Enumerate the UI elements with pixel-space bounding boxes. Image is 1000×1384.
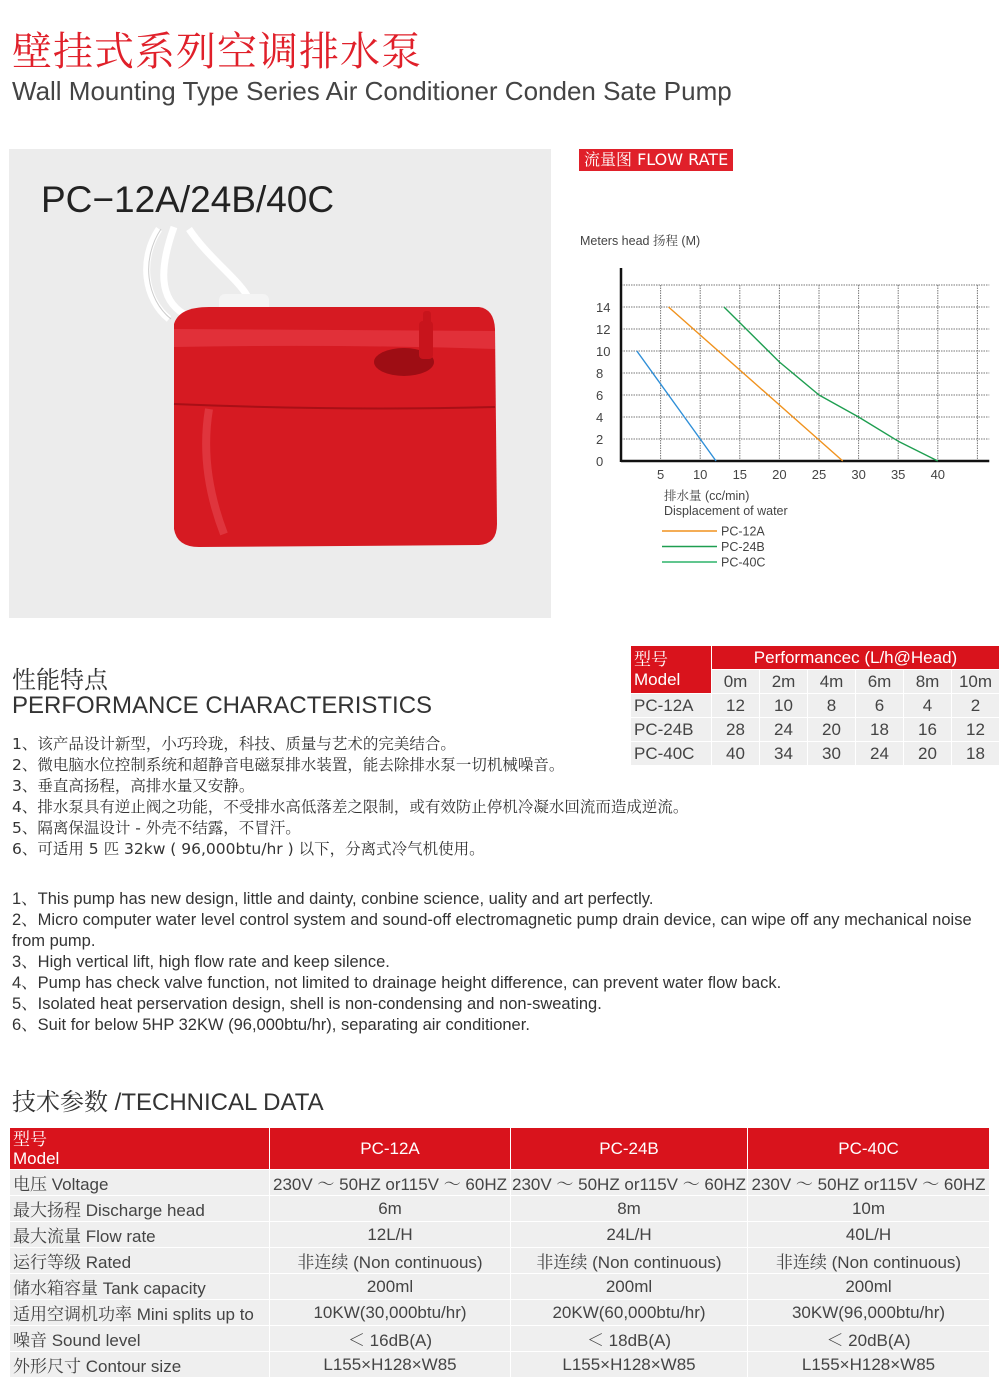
flow-rate-chart: [570, 230, 1000, 580]
y-tick-label: 2: [596, 432, 604, 447]
characteristic-item-en: 1、This pump has new design, little and dainty, conbine science, uality and art perfectly.: [12, 890, 654, 908]
x-axis-label-cn: 排水量 (cc/min): [664, 489, 750, 503]
head-column: 4m: [808, 670, 856, 694]
head-column: 6m: [856, 670, 904, 694]
y-tick-label: 8: [596, 366, 604, 381]
spec-value: 12L/H: [270, 1222, 511, 1248]
model-column-header: PC-40C: [748, 1128, 990, 1170]
flow-value-cell: 6: [856, 694, 904, 718]
table-row: [10, 1300, 990, 1326]
x-tick-label: 15: [732, 467, 748, 482]
head-column: 0m: [712, 670, 760, 694]
characteristics-list-cn: [12, 734, 688, 860]
flow-value-cell: 18: [952, 742, 1000, 766]
y-tick-label: 4: [596, 410, 604, 425]
x-axis-label-en: Displacement of water: [664, 504, 788, 518]
flow-value-cell: 2: [952, 694, 1000, 718]
spec-label: 噪音 Sound level: [10, 1326, 270, 1352]
spec-value: 230V ～ 50HZ or115V ～ 60HZ: [748, 1170, 990, 1196]
spec-value: 10m: [748, 1196, 990, 1222]
flow-rate-label: 流量图 FLOW RATE: [579, 149, 733, 171]
spec-label: 适用空调机功率 Mini splits up to: [10, 1300, 270, 1326]
y-axis-label: Meters head 扬程 (M): [580, 234, 701, 248]
spec-value: ＜ 20dB(A): [748, 1326, 990, 1352]
spec-value: 200ml: [511, 1274, 748, 1300]
model-header: [10, 1128, 270, 1170]
spec-value: 30KW(96,000btu/hr): [748, 1300, 990, 1326]
technical-data-title: 技术参数 /TECHNICAL DATA: [12, 1089, 324, 1116]
characteristic-item-en: 3、High vertical lift, high flow rate and keep silence.: [12, 953, 390, 971]
flow-value-cell: 4: [904, 694, 952, 718]
spec-value: 6m: [270, 1196, 511, 1222]
product-model-text: PC−12A/24B/40C: [41, 179, 335, 220]
x-tick-label: 5: [656, 467, 665, 482]
head-column: 2m: [760, 670, 808, 694]
table-row: [10, 1196, 990, 1222]
table-row: [10, 1352, 990, 1378]
title-chinese: 壁挂式系列空调排水泵: [12, 29, 422, 75]
table-row: [10, 1222, 990, 1248]
characteristics-title-cn: 性能特点: [12, 666, 108, 694]
table-row: [631, 694, 1000, 718]
table-row: [10, 1274, 990, 1300]
spec-value: 230V ～ 50HZ or115V ～ 60HZ: [511, 1170, 748, 1196]
spec-value: 8m: [511, 1196, 748, 1222]
y-tick-label: 0: [596, 454, 604, 469]
characteristic-item-cn: 4、排水泵具有逆止阀之功能，不受排水高低落差之限制，或有效防止停机冷凝水回流而造成逆流。: [12, 798, 689, 816]
spec-value: L155×H128×W85: [748, 1352, 990, 1378]
spec-value: L155×H128×W85: [270, 1352, 511, 1378]
spec-value: 230V ～ 50HZ or115V ～ 60HZ: [270, 1170, 511, 1196]
characteristics-list-en: [12, 889, 972, 1036]
spec-value: 200ml: [748, 1274, 990, 1300]
characteristic-item-en: 6、Suit for below 5HP 32KW (96,000btu/hr), separating air conditioner.: [12, 1016, 530, 1034]
characteristic-item-en: 5、Isolated heat perservation design, shell is non-condensing and non-sweating.: [12, 995, 602, 1013]
model-cell: PC-12A: [631, 694, 712, 718]
spec-value: 10KW(30,000btu/hr): [270, 1300, 511, 1326]
flow-value-cell: 30: [808, 742, 856, 766]
pump-image: [9, 149, 551, 618]
flow-value-cell: 20: [808, 718, 856, 742]
flow-value-cell: 40: [712, 742, 760, 766]
flow-value-cell: 18: [856, 718, 904, 742]
spec-value: 非连续 (Non continuous): [270, 1248, 511, 1274]
flow-value-cell: 16: [904, 718, 952, 742]
x-tick-label: 10: [692, 467, 708, 482]
model-column-header: PC-12A: [270, 1128, 511, 1170]
title-english: Wall Mounting Type Series Air Conditioner Conden Sate Pump: [12, 76, 732, 106]
y-tick-label: 14: [596, 300, 611, 315]
characteristic-item-en: 2、Micro computer water level control system and sound-off electromagnetic pump drain device, can wipe off any mechanical noise from pump.: [12, 911, 972, 950]
characteristic-item-cn: 2、微电脑水位控制系统和超静音电磁泵排水装置，能去除排水泵一切机械噪音。: [12, 756, 565, 774]
characteristic-item-cn: 3、垂直高扬程，高排水量又安静。: [12, 777, 255, 795]
technical-data-table: [9, 1127, 990, 1378]
spec-value: L155×H128×W85: [511, 1352, 748, 1378]
spec-value: ＜ 16dB(A): [270, 1326, 511, 1352]
head-column: 10m: [952, 670, 1000, 694]
flow-value-cell: 12: [712, 694, 760, 718]
spec-value: 200ml: [270, 1274, 511, 1300]
characteristic-item-cn: 1、该产品设计新型，小巧玲珑，科技、质量与艺术的完美结合。: [12, 735, 456, 753]
spec-label: 运行等级 Rated: [10, 1248, 270, 1274]
spec-label: 储水箱容量 Tank capacity: [10, 1274, 270, 1300]
spec-label: 外形尺寸 Contour size: [10, 1352, 270, 1378]
x-tick-label: 35: [890, 467, 906, 482]
spec-value: 非连续 (Non continuous): [748, 1248, 990, 1274]
characteristic-item-en: 4、Pump has check valve function, not limited to drainage height difference, can prevent water flow back.: [12, 974, 782, 992]
flow-value-cell: 24: [856, 742, 904, 766]
series-line: [637, 351, 716, 461]
model-cell: PC-24B: [631, 718, 712, 742]
flow-value-cell: 12: [952, 718, 1000, 742]
performance-header: Performancec (L/h@Head): [712, 646, 1000, 670]
characteristics-title-en: PERFORMANCE CHARACTERISTICS: [12, 692, 433, 719]
x-tick-label: 25: [811, 467, 827, 482]
table-row: [10, 1170, 990, 1196]
spec-value: ＜ 18dB(A): [511, 1326, 748, 1352]
y-tick-label: 10: [596, 344, 611, 359]
table-row: [10, 1248, 990, 1274]
legend-label: PC-12A: [721, 524, 765, 539]
spec-label: 最大扬程 Discharge head: [10, 1196, 270, 1222]
flow-value-cell: 34: [760, 742, 808, 766]
model-header-en: Model: [13, 1148, 60, 1168]
flow-value-cell: 28: [712, 718, 760, 742]
model-column-header: PC-24B: [511, 1128, 748, 1170]
flow-value-cell: 10: [760, 694, 808, 718]
spec-value: 非连续 (Non continuous): [511, 1248, 748, 1274]
spec-value: 20KW(60,000btu/hr): [511, 1300, 748, 1326]
spec-label: 电压 Voltage: [10, 1170, 270, 1196]
series-line: [669, 307, 843, 461]
y-tick-label: 12: [596, 322, 611, 337]
spec-value: 24L/H: [511, 1222, 748, 1248]
spec-label: 最大流量 Flow rate: [10, 1222, 270, 1248]
model-header-cn: 型号: [13, 1129, 47, 1149]
model-header-en: Model: [634, 669, 681, 689]
spec-value: 40L/H: [748, 1222, 990, 1248]
model-header: [631, 646, 712, 694]
head-column: 8m: [904, 670, 952, 694]
product-photo-panel: [9, 149, 551, 618]
x-tick-label: 40: [930, 467, 946, 482]
y-tick-label: 6: [596, 388, 604, 403]
characteristic-item-cn: 5、隔离保温设计 - 外壳不结露，不冒汗。: [12, 819, 301, 837]
table-row: [10, 1326, 990, 1352]
characteristic-item-cn: 6、可适用 5 匹 32kw ( 96,000btu/hr ) 以下，分离式冷气机使用。: [12, 840, 485, 858]
flow-value-cell: 24: [760, 718, 808, 742]
model-header-cn: 型号: [634, 649, 668, 669]
flow-value-cell: 20: [904, 742, 952, 766]
legend-label: PC-40C: [721, 555, 766, 570]
x-tick-label: 20: [772, 467, 787, 482]
x-tick-label: 30: [851, 467, 866, 482]
legend-label: PC-24B: [721, 540, 765, 554]
flow-value-cell: 8: [808, 694, 856, 718]
model-cell: PC-40C: [631, 742, 712, 766]
